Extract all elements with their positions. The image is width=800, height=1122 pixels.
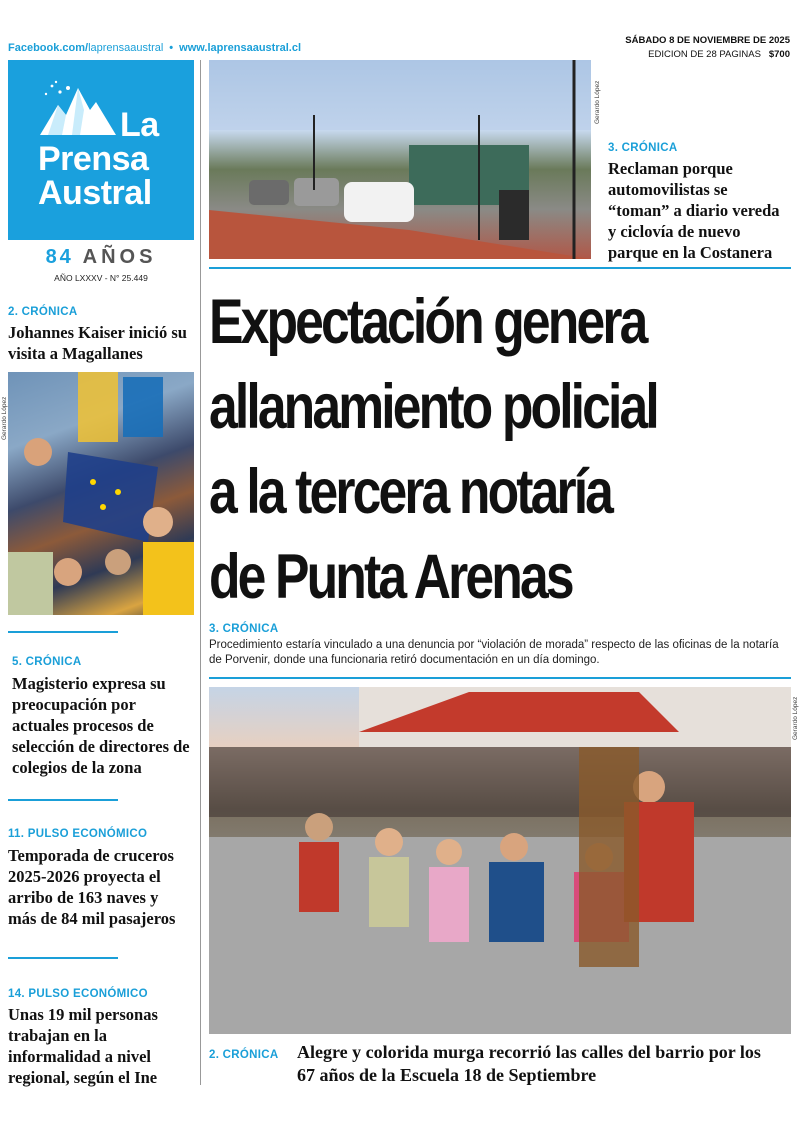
top-story-headline[interactable]: Reclaman porque automovilistas se “toman” a diario vereda y ciclovía de nuevo parque en la Costanera xyxy=(608,159,780,262)
main-story-summary: Procedimiento estaría vinculado a una denuncia por “violación de morada” respecto de las oficinas de la notaría de Porvenir, donde una funcionaria retiró documentación en un día domingo. xyxy=(209,639,779,666)
left-story-3-section[interactable]: 11. PULSO ECONÓMICO xyxy=(8,828,148,840)
crowd-illustration xyxy=(8,372,194,615)
left-story-3-headline[interactable]: Temporada de cruceros 2025-2026 proyecta el arribo de 163 naves y más de 84 mil pasajeros xyxy=(8,846,176,928)
left-story-1-headline[interactable]: Johannes Kaiser inició su visita a Magallanes xyxy=(8,323,187,363)
left-story-2-section[interactable]: 5. CRÓNICA xyxy=(12,656,82,668)
kaiser-photo[interactable] xyxy=(8,372,194,615)
website-link[interactable]: www.laprensaaustral.cl xyxy=(179,42,302,54)
top-story-section[interactable]: 3. CRÓNICA xyxy=(608,142,678,154)
left-divider-3 xyxy=(8,957,118,959)
anniversary-number: 84 xyxy=(45,246,74,268)
anniversary-label xyxy=(8,246,194,269)
costanera-photo-credit: Gerardo López xyxy=(594,80,601,124)
date-block xyxy=(625,34,790,62)
top-divider xyxy=(209,267,791,269)
left-story-4-headline[interactable]: Unas 19 mil personas trabajan en la informalidad a nivel regional, según el Ine xyxy=(8,1005,158,1087)
facebook-link[interactable]: Facebook.com/laprensaaustral xyxy=(8,42,164,54)
main-headline-line-3: a la tercera notaría xyxy=(209,457,612,527)
main-story-section[interactable]: 3. CRÓNICA xyxy=(209,623,279,635)
masthead-line-1: La xyxy=(120,106,159,144)
top-links xyxy=(8,42,301,54)
main-headline-line-4: de Punta Arenas xyxy=(209,542,572,612)
bottom-story-section[interactable]: 2. CRÓNICA xyxy=(209,1049,279,1061)
murga-photo[interactable] xyxy=(209,687,791,1034)
main-headline-line-2: allanamiento policial xyxy=(209,372,657,442)
murga-photo-credit: Gerardo López xyxy=(792,696,799,740)
masthead-name xyxy=(38,108,159,210)
parking-illustration xyxy=(209,60,591,259)
edition-info: EDICION DE 28 PAGINAS $700 xyxy=(648,49,790,60)
main-headline[interactable] xyxy=(209,280,685,620)
masthead-logo[interactable] xyxy=(8,60,194,240)
issue-number: AÑO LXXXV - N° 25.449 xyxy=(54,273,148,283)
issue-date: SÁBADO 8 DE NOVIEMBRE DE 2025 xyxy=(625,35,790,46)
bullet-separator: • xyxy=(169,42,174,54)
kaiser-photo-credit: Gerardo López xyxy=(1,396,8,440)
price: $700 xyxy=(768,49,790,60)
column-divider xyxy=(200,60,201,1085)
left-story-2-headline[interactable]: Magisterio expresa su preocupación por actuales procesos de selección de directores de colegios de la zona xyxy=(12,674,190,777)
main-divider xyxy=(209,677,791,679)
masthead-line-3: Austral xyxy=(38,174,152,212)
masthead-line-2: Prensa xyxy=(38,140,149,178)
left-story-1-section[interactable]: 2. CRÓNICA xyxy=(8,306,78,318)
costanera-photo[interactable] xyxy=(209,60,591,259)
left-story-4-section[interactable]: 14. PULSO ECONÓMICO xyxy=(8,988,148,1000)
anniversary-text: AÑOS xyxy=(82,246,157,268)
left-divider-2 xyxy=(8,799,118,801)
bottom-story-headline[interactable]: Alegre y colorida murga recorrió las calles del barrio por los 67 años de la Escuela 18 de Septiembre xyxy=(297,1042,761,1085)
left-divider-1 xyxy=(8,631,118,633)
parade-illustration xyxy=(209,687,791,1034)
main-headline-line-1: Expectación genera xyxy=(209,287,646,357)
